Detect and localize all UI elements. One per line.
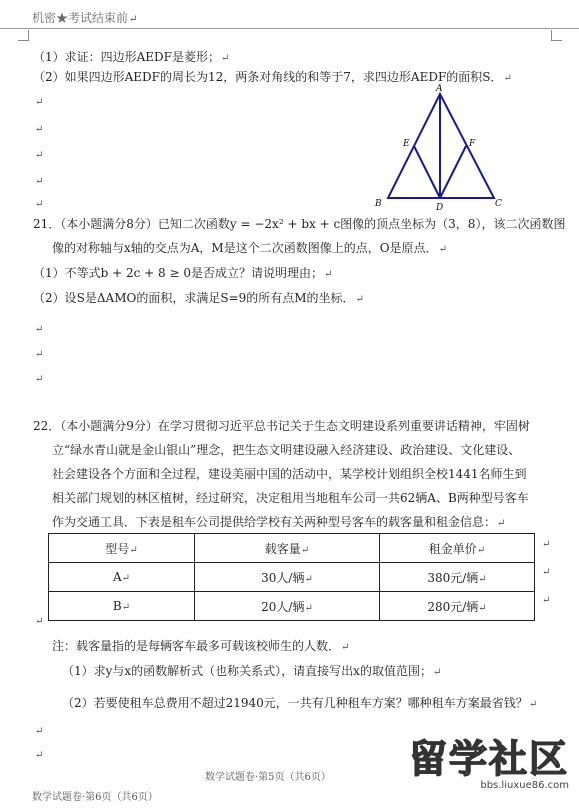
table-header-cell: 型号↵ [49,534,195,563]
label-c: C [495,199,502,209]
q21-part2: （2）设S是ΔAMO的面积，求满足S=9的所有点M的坐标．↵ [33,291,364,305]
q22-line3: 社会建设各个方面和全过程，建设美丽中国的活动中，某学校计划组织全校1441名师生到 [52,467,527,481]
paragraph-mark: ↵ [35,176,44,187]
paragraph-mark: ↵ [35,124,44,135]
table-header-cell: 载客量↵ [195,534,380,563]
table-header-cell: 租金单价↵ [380,534,535,563]
label-d: D [436,203,444,212]
segment-ed [414,146,440,198]
table-header-row [49,534,535,563]
table-cell: 30人/辆↵ [195,563,380,592]
paragraph-mark: ↵ [542,595,551,606]
paragraph-mark: ↵ [35,349,44,360]
label-a: A [436,84,443,94]
q22-part1: （1）求y与x的函数解析式（也称关系式），请直接写出x的取值范围；↵ [62,664,442,678]
watermark [409,738,569,791]
q22-line4: 相关部门规划的林区植树，经过研究，决定租用当地租车公司一共62辆A、B两种型号客车 [52,491,529,505]
bus-info-table [48,533,535,621]
table-cell: B↵ [49,592,195,621]
segment-fd [440,146,466,198]
table-cell: 280元/辆↵ [380,592,535,621]
q22-line5: 作为交通工具．下表是租车公司提供给学校有关两种型号客车的载客量和租金信息：↵ [52,515,506,529]
header-rule [0,28,579,29]
footer-center: 数学试题卷·第5页（共6页） [205,772,331,783]
q22-note: 注：载客量指的是每辆客车最多可载该校师生的人数．↵ [52,639,350,653]
footer-left: 数学试题卷·第6页（共6页） [32,792,158,803]
paragraph-mark: ↵ [35,97,44,108]
paragraph-mark: ↵ [35,324,44,335]
label-b: B [375,199,382,209]
q22-line1: 22．（本小题满分9分）在学习贯彻习近平总书记关于生态文明建设系列重要讲话精神，牢固树 [33,419,530,433]
paragraph-mark: ↵ [35,750,44,761]
paragraph-mark: ↵ [35,199,44,210]
q20-part1: （1）求证：四边形AEDF是菱形；↵ [33,50,230,64]
q20-part2: （2）如果四边形AEDF的周长为12，两条对角线的和等于7，求四边形AEDF的面积S．↵ [33,70,512,84]
label-e: E [403,139,410,149]
q22-part2: （2）若要使租车总费用不超过21940元，一共有几种租车方案？哪种租车方案最省钱？↵ [62,696,538,710]
label-f: F [469,139,476,149]
table-cell: 20人/辆↵ [195,592,380,621]
table-row [49,563,535,592]
q21-part1: （1）不等式b + 2c + 8 ≥ 0是否成立？请说明理由；↵ [33,266,333,280]
q21-line2: 像的对称轴与x轴的交点为A，M是这个二次函数图像上的点，O是原点．↵ [52,241,447,255]
table-cell: 380元/辆↵ [380,563,535,592]
watermark-url: bbs.liuxue86.com [480,780,569,791]
table-cell: A↵ [49,563,195,592]
paragraph-mark: ↵ [35,150,44,161]
margin-corner-left [18,30,29,41]
paragraph-mark: ↵ [542,539,551,550]
paragraph-mark: ↵ [35,726,44,737]
margin-corner-right [551,30,562,41]
paragraph-mark: ↵ [542,567,551,578]
paragraph-mark: ↵ [35,374,44,385]
q22-line2: 立“绿水青山就是金山银山”理念，把生态文明建设融入经济建设、政治建设、文化建设、 [52,443,521,457]
paragraph-mark: ↵ [35,616,44,627]
geometry-figure [372,82,512,212]
table-row [49,592,535,621]
q21-line1: 21．（本小题满分8分）已知二次函数y = −2x² + bx + c图像的顶点坐标为（3，8），该二次函数图 [33,217,566,231]
watermark-logo-text: 留学社区 [408,737,569,781]
document-header: 机密★考试结束前↵ [32,11,138,25]
